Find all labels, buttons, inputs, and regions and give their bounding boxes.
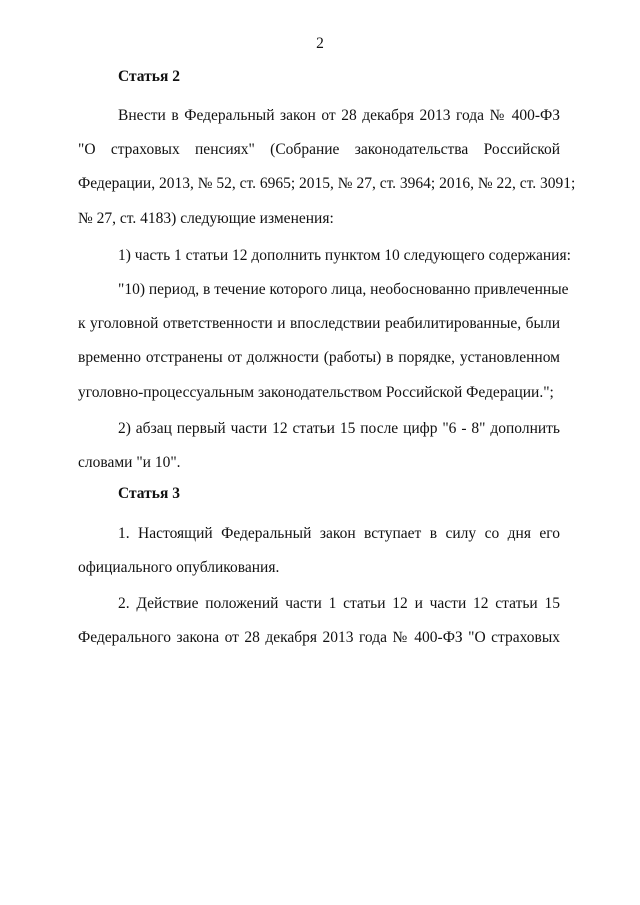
paragraph-line: официального опубликования. — [78, 559, 280, 577]
paragraph-line: 2) абзац первый части 12 статьи 15 после цифр "6 - 8" дополнить — [118, 420, 560, 437]
paragraph-line: 1. Настоящий Федеральный закон вступает в силу со дня его — [118, 525, 560, 542]
article-3-item-1 — [78, 517, 560, 585]
article-3-heading: Статья 3 — [118, 485, 180, 502]
article-3-item-2 — [78, 587, 560, 655]
paragraph-line: Федерального закона от 28 декабря 2013 года № 400-ФЗ "О страховых — [78, 629, 560, 647]
article-2-item-1 — [78, 239, 571, 273]
page-number: 2 — [316, 35, 324, 52]
paragraph-line: временно отстранены от должности (работы) в порядке, установленном — [78, 349, 560, 367]
paragraph-line: "10) период, в течение которого лица, необоснованно привлеченные — [118, 281, 569, 298]
paragraph-line: 2. Действие положений части 1 статьи 12 и части 12 статьи 15 — [118, 595, 560, 612]
paragraph-line: уголовно-процессуальным законодательством Российской Федерации."; — [78, 383, 554, 401]
article-2-intro-paragraph — [78, 99, 576, 236]
paragraph-line: Федерации, 2013, № 52, ст. 6965; 2015, № 27, ст. 3964; 2016, № 22, ст. 3091; — [78, 175, 576, 193]
article-2-quoted-clause — [78, 273, 569, 410]
paragraph-line: № 27, ст. 4183) следующие изменения: — [78, 209, 334, 227]
paragraph-line: к уголовной ответственности и впоследствии реабилитированные, были — [78, 315, 560, 333]
paragraph-line: 1) часть 1 статьи 12 дополнить пунктом 10 следующего содержания: — [118, 247, 571, 264]
paragraph-line: словами "и 10". — [78, 454, 181, 472]
paragraph-line: Внести в Федеральный закон от 28 декабря 2013 года № 400-ФЗ — [118, 107, 560, 124]
article-2-heading: Статья 2 — [118, 68, 180, 85]
article-2-item-2 — [78, 412, 560, 480]
paragraph-line: "О страховых пенсиях" (Собрание законодательства Российской — [78, 141, 560, 159]
